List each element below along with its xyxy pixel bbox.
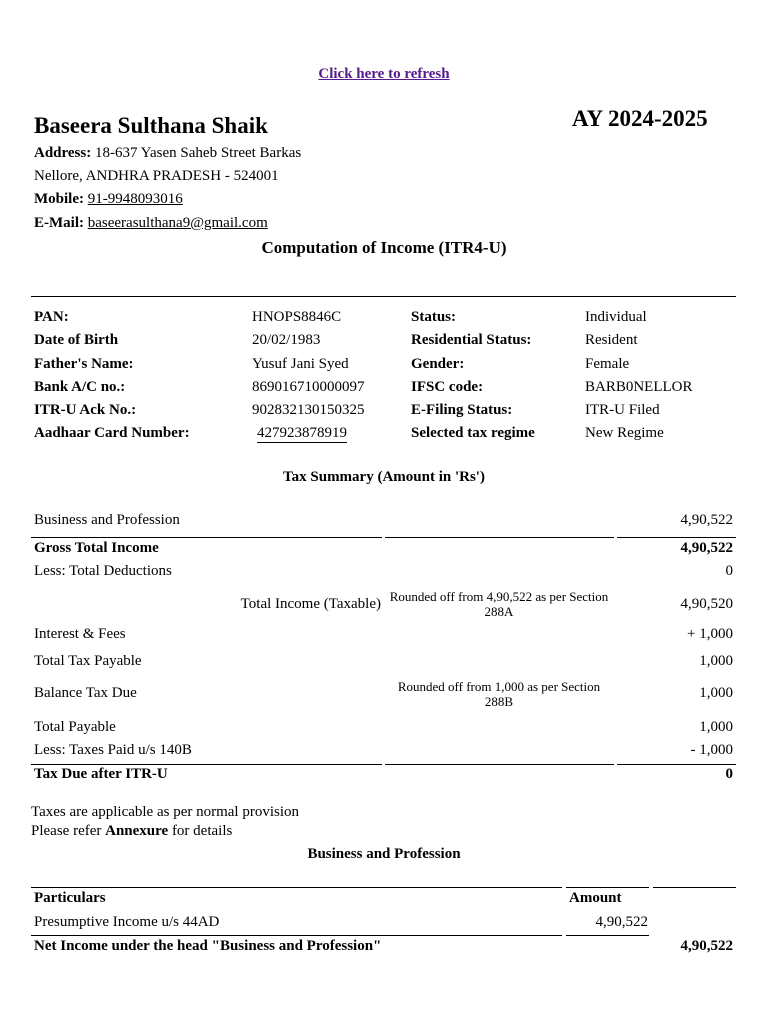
- status-value: Individual: [585, 309, 647, 325]
- ifsc-label: IFSC code:: [411, 379, 484, 395]
- email-line: [34, 215, 268, 232]
- bank-account-value: 869016710000097: [252, 379, 365, 395]
- row-taxes-paid-label: Less: Taxes Paid u/s 140B: [34, 742, 192, 758]
- note-annexure-suffix: for details: [171, 823, 233, 839]
- gender-label: Gender:: [411, 356, 465, 372]
- residential-status-label: Residential Status:: [411, 332, 532, 348]
- address-line2: Nellore, ANDHRA PRADESH - 524001: [34, 168, 279, 184]
- pan-value: HNOPS8846C: [252, 309, 342, 325]
- row-total-payable-amount: 1,000: [699, 719, 733, 735]
- email-link[interactable]: baseerasulthana9@gmail.com: [87, 215, 268, 231]
- aadhaar-label: Aadhaar Card Number:: [34, 425, 190, 441]
- bank-account-label: Bank A/C no.:: [34, 379, 126, 395]
- row-total-income-label: Total Income (Taxable): [240, 596, 381, 612]
- address-label: Address:: [34, 145, 92, 161]
- row-tax-due-amount: 0: [725, 766, 733, 782]
- tax-summary-title: Tax Summary (Amount in 'Rs'): [283, 469, 485, 485]
- business-title: Business and Profession: [307, 846, 461, 862]
- divider: [566, 887, 649, 888]
- divider: [31, 935, 562, 936]
- divider: [617, 537, 736, 538]
- divider: [653, 887, 736, 888]
- mobile-link[interactable]: 91-9948093016: [87, 191, 183, 207]
- tax-regime-value: New Regime: [585, 425, 664, 441]
- note-annexure: [31, 823, 232, 840]
- row-total-payable-label: Total Payable: [34, 719, 116, 735]
- row-balance-amount: 1,000: [699, 685, 733, 701]
- presumptive-income-amount: 4,90,522: [595, 914, 648, 930]
- ack-no-label: ITR-U Ack No.:: [34, 402, 137, 418]
- dob-value: 20/02/1983: [252, 332, 321, 348]
- presumptive-income-label: Presumptive Income u/s 44AD: [34, 914, 220, 930]
- row-gti-label: Gross Total Income: [34, 540, 159, 556]
- divider: [31, 764, 382, 765]
- father-name-value: Yusuf Jani Syed: [252, 356, 349, 372]
- row-balance-note: Rounded off from 1,000 as per Section 288B: [397, 679, 601, 709]
- email-label: E-Mail:: [34, 215, 84, 231]
- residential-status-value: Resident: [585, 332, 638, 348]
- row-deductions-amount: 0: [725, 563, 733, 579]
- row-tax-payable-label: Total Tax Payable: [34, 653, 142, 669]
- document-title: Computation of Income (ITR4-U): [261, 238, 507, 257]
- status-label: Status:: [411, 309, 457, 325]
- col-particulars: Particulars: [34, 890, 106, 906]
- divider: [566, 935, 649, 936]
- row-gti-amount: 4,90,522: [680, 540, 733, 556]
- row-taxes-paid-amount: - 1,000: [690, 742, 733, 758]
- ifsc-value: BARB0NELLOR: [585, 379, 693, 395]
- divider: [617, 764, 736, 765]
- row-business-amount: 4,90,522: [680, 512, 733, 528]
- divider: [385, 764, 614, 765]
- col-amount: Amount: [569, 890, 622, 906]
- refresh-link[interactable]: Click here to refresh: [318, 66, 450, 82]
- father-name-label: Father's Name:: [34, 356, 134, 372]
- row-interest-label: Interest & Fees: [34, 626, 126, 642]
- annexure-text: Annexure: [105, 823, 169, 839]
- row-total-income-note: Rounded off from 4,90,522 as per Section 288A: [389, 589, 609, 619]
- row-business-label: Business and Profession: [34, 512, 180, 528]
- net-income-amount: 4,90,522: [680, 938, 733, 954]
- efiling-status-label: E-Filing Status:: [411, 402, 513, 418]
- efiling-status-value: ITR-U Filed: [585, 402, 660, 418]
- ack-no-value: 902832130150325: [252, 402, 365, 418]
- row-balance-label: Balance Tax Due: [34, 685, 137, 701]
- address-line1: [34, 145, 301, 162]
- dob-label: Date of Birth: [34, 332, 119, 348]
- mobile-line: [34, 191, 183, 208]
- divider: [385, 537, 614, 538]
- mobile-label: Mobile:: [34, 191, 84, 207]
- note-provision: Taxes are applicable as per normal provision: [31, 804, 300, 820]
- assessment-year: AY 2024-2025: [572, 106, 708, 131]
- divider: [31, 296, 736, 297]
- aadhaar-value[interactable]: 427923878919: [257, 425, 347, 441]
- tax-regime-label: Selected tax regime: [411, 425, 535, 441]
- divider: [31, 537, 382, 538]
- taxpayer-name: Baseera Sulthana Shaik: [34, 113, 268, 138]
- row-tax-due-label: Tax Due after ITR-U: [34, 766, 168, 782]
- divider: [31, 887, 562, 888]
- note-annexure-prefix: Please refer: [31, 823, 102, 839]
- address-value: 18-637 Yasen Saheb Street Barkas: [94, 145, 302, 161]
- gender-value: Female: [585, 356, 630, 372]
- row-interest-amount: + 1,000: [687, 626, 733, 642]
- row-deductions-label: Less: Total Deductions: [34, 563, 172, 579]
- net-income-label: Net Income under the head "Business and Profession": [34, 938, 382, 954]
- row-total-income-amount: 4,90,520: [680, 596, 733, 612]
- row-tax-payable-amount: 1,000: [699, 653, 733, 669]
- pan-label: PAN:: [34, 309, 69, 325]
